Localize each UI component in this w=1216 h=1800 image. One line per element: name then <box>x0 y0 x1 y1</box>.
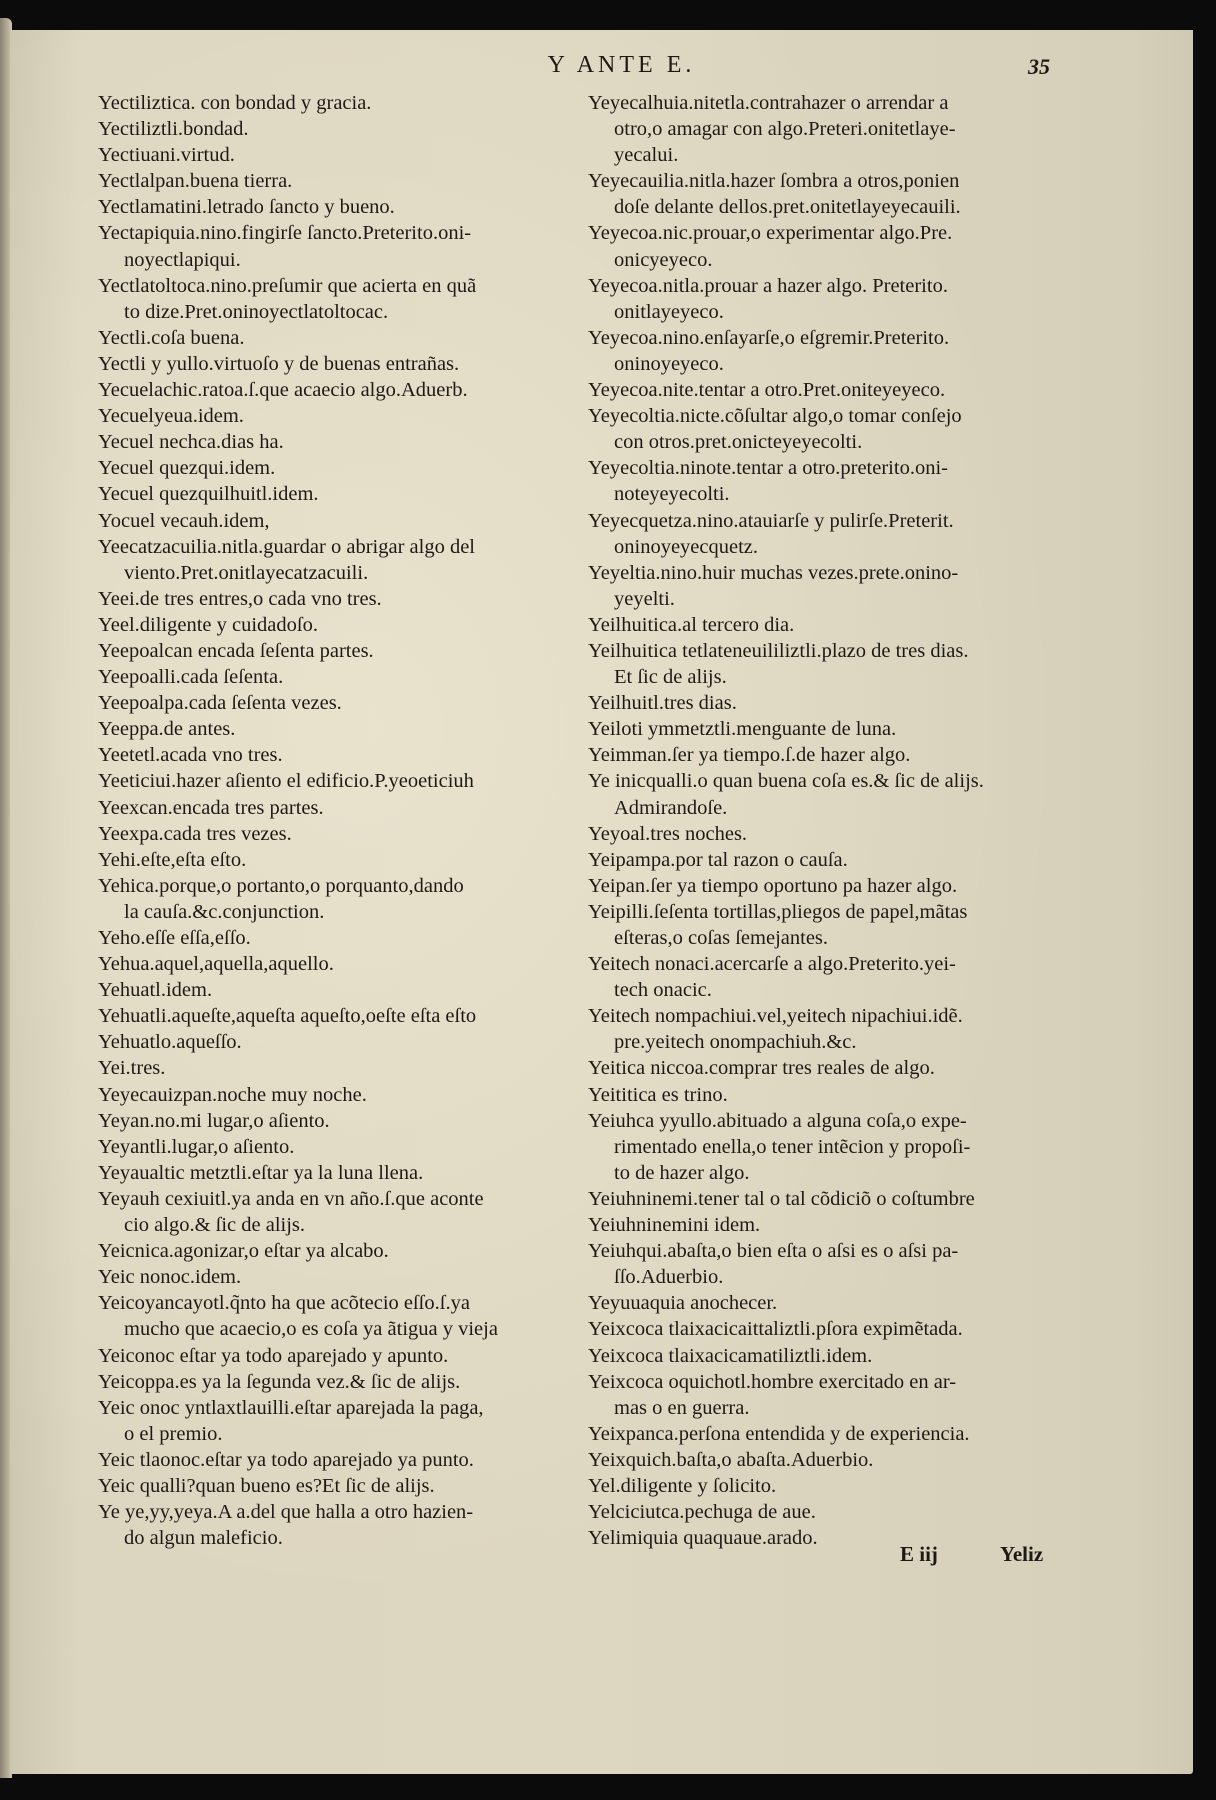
entry-continuation-line: Admirandoſe. <box>614 796 728 819</box>
entry-continuation-line: pre.yeitech onompachiuh.&c. <box>614 1031 857 1054</box>
dictionary-entry <box>98 951 588 977</box>
entry-headword-line: Yelimiquia quaquaue.arado. <box>588 1527 818 1550</box>
dictionary-entry <box>588 1238 1078 1290</box>
dictionary-entry <box>588 1108 1078 1186</box>
entry-continuation-line: rimentado enella,o tener intẽcion y propoſi- <box>614 1135 971 1158</box>
dictionary-entry <box>98 1499 588 1551</box>
entry-headword-line: Yeicnica.agonizar,o eſtar ya alcabo. <box>98 1240 389 1263</box>
entry-headword-line: Yeic nonoc.idem. <box>98 1266 242 1289</box>
dictionary-entry <box>98 142 588 168</box>
dictionary-entry <box>588 1003 1078 1055</box>
dictionary-entry <box>98 403 588 429</box>
entry-headword-line: Yeic onoc yntlaxtlauilli.eſtar aparejada la paga, <box>98 1396 484 1419</box>
entry-headword-line: Yeyecoa.nic.prouar,o experimentar algo.Pre. <box>588 222 953 245</box>
entry-headword-line: Yeyecauilia.nitla.hazer ſombra a otros,ponien <box>588 170 960 193</box>
dictionary-entry <box>98 377 588 403</box>
entry-headword-line: Yeilhuitica.al tercero dia. <box>588 613 795 636</box>
dictionary-entry <box>98 429 588 455</box>
dictionary-entry <box>588 768 1078 820</box>
dictionary-entry <box>588 1055 1078 1081</box>
entry-headword-line: Yectli.coſa buena. <box>98 326 245 349</box>
dictionary-entry <box>588 1421 1078 1447</box>
dictionary-entry <box>588 1316 1078 1342</box>
dictionary-entry <box>588 1447 1078 1473</box>
dictionary-entry <box>98 1290 588 1342</box>
entry-headword-line: Yehuatli.aqueſte,aqueſta aqueſto,oeſte eſta eſto <box>98 1005 477 1028</box>
entry-headword-line: Yeic qualli?quan bueno es?Et ſic de alijs. <box>98 1474 435 1497</box>
dictionary-entry <box>98 1108 588 1134</box>
dictionary-entry <box>588 1369 1078 1421</box>
entry-continuation-line: tech onacic. <box>614 979 712 1002</box>
dictionary-entry <box>98 638 588 664</box>
entry-headword-line: Yectiuani.virtud. <box>98 144 235 167</box>
entry-headword-line: Yecuel nechca.dias ha. <box>98 431 284 454</box>
entry-headword-line: Yeyecoa.nitla.prouar a hazer algo. Preterito. <box>588 274 948 297</box>
dictionary-entry <box>98 873 588 925</box>
entry-headword-line: Yectapiquia.nino.fingirſe ſancto.Preterito.oni- <box>98 222 472 245</box>
entry-continuation-line: eſteras,o coſas ſemejantes. <box>614 927 829 949</box>
entry-headword-line: Yehua.aquel,aquella,aquello. <box>98 953 334 976</box>
entry-headword-line: Yeixquich.baſta,o abaſta.Aduerbio. <box>588 1448 874 1471</box>
entry-continuation-line: mucho que acaecio,o es coſa ya ãtigua y vieja <box>124 1318 498 1341</box>
entry-continuation-line: onicyeyeco. <box>614 248 713 271</box>
dictionary-entry <box>98 455 588 481</box>
dictionary-entry <box>588 742 1078 768</box>
dictionary-entry <box>588 690 1078 716</box>
dictionary-entry <box>98 1160 588 1186</box>
entry-headword-line: Yeyecauizpan.noche muy noche. <box>98 1083 367 1106</box>
dictionary-entry <box>98 847 588 873</box>
dictionary-entry <box>588 716 1078 742</box>
entry-headword-line: Yeixcoca oquichotl.hombre exercitado en ar- <box>588 1370 957 1393</box>
entry-headword-line: Yeyeltia.nino.huir muchas vezes.prete.onino- <box>588 561 959 584</box>
dictionary-entry <box>588 455 1078 507</box>
entry-headword-line: Yeecatzacuilia.nitla.guardar o abrigar algo del <box>98 535 475 558</box>
dictionary-entry <box>588 1186 1078 1212</box>
entry-continuation-line: onitlayeyeco. <box>614 300 724 323</box>
book-page <box>10 30 1193 1774</box>
entry-continuation-line: yecalui. <box>614 144 679 167</box>
entry-headword-line: Yeipampa.por tal razon o cauſa. <box>588 848 848 871</box>
dictionary-entry <box>98 1082 588 1108</box>
entry-headword-line: Yocuel vecauh.idem, <box>98 509 270 532</box>
dictionary-entry <box>98 1238 588 1264</box>
dictionary-entry <box>98 220 588 272</box>
dictionary-entry <box>98 1029 588 1055</box>
dictionary-entry <box>98 821 588 847</box>
entry-headword-line: Yeilhuitica tetlateneuililiztli.plazo de tres dias. <box>588 639 969 662</box>
entry-headword-line: Yeel.diligente y cuidadoſo. <box>98 613 318 636</box>
dictionary-entry <box>98 1473 588 1499</box>
entry-headword-line: Yehuatl.idem. <box>98 979 213 1002</box>
entry-continuation-line: mas o en guerra. <box>614 1396 750 1419</box>
entry-headword-line: Yehica.porque,o portanto,o porquanto,dando <box>98 874 464 897</box>
page-number: 35 <box>1028 54 1050 79</box>
entry-headword-line: Yeititica es trino. <box>588 1083 728 1106</box>
entry-headword-line: Yeicoyancayotl.q̃nto ha que acõtecio eſſo.ſ.ya <box>98 1292 470 1315</box>
entry-headword-line: Yecuelachic.ratoa.ſ.que acaecio algo.Aduerb. <box>98 379 468 402</box>
entry-headword-line: Yecuelyeua.idem. <box>98 405 244 428</box>
entry-headword-line: Yeyecalhuia.nitetla.contrahazer o arrendar a <box>588 92 949 114</box>
dictionary-entry <box>588 1499 1078 1525</box>
entry-continuation-line: to de hazer algo. <box>614 1161 750 1184</box>
entry-headword-line: Yeicoppa.es ya la ſegunda vez.& ſic de alijs. <box>98 1370 461 1393</box>
dictionary-entry <box>98 508 588 534</box>
entry-headword-line: Yeyantli.lugar,o aſiento. <box>98 1135 295 1158</box>
dictionary-entry <box>588 1343 1078 1369</box>
dictionary-entry <box>98 795 588 821</box>
entry-headword-line: Yeyecoa.nino.enſayarſe,o eſgremir.Preterito. <box>588 326 950 349</box>
dictionary-entry <box>588 273 1078 325</box>
entry-continuation-line: noyectlapiqui. <box>124 248 241 271</box>
entry-headword-line: Yeiconoc eſtar ya todo aparejado y apunto. <box>98 1344 449 1367</box>
entry-headword-line: Yei.tres. <box>98 1057 166 1080</box>
dictionary-entry <box>98 481 588 507</box>
entry-headword-line: Yeiuhqui.abaſta,o bien eſta o aſsi es o aſsi pa- <box>588 1240 959 1263</box>
entry-headword-line: Yeyecoltia.nicte.cõſultar algo,o tomar conſejo <box>588 405 962 428</box>
entry-headword-line: Yeepoalcan encada ſeſenta partes. <box>98 639 374 662</box>
dictionary-entry <box>98 768 588 794</box>
entry-headword-line: Yeepoalpa.cada ſeſenta vezes. <box>98 692 342 715</box>
entry-headword-line: Yecuel quezquilhuitl.idem. <box>98 483 319 506</box>
dictionary-entry <box>588 612 1078 638</box>
dictionary-entry <box>588 847 1078 873</box>
entry-headword-line: Yeitech nompachiui.vel,yeitech nipachiui.idẽ. <box>588 1005 963 1028</box>
entry-continuation-line: to dize.Pret.oninoyectlatoltocac. <box>124 300 389 323</box>
entry-continuation-line: cio algo.& ſic de alijs. <box>124 1214 306 1237</box>
dictionary-entry <box>98 977 588 1003</box>
dictionary-entry <box>588 403 1078 455</box>
entry-headword-line: Yeei.de tres entres,o cada vno tres. <box>98 587 382 610</box>
dictionary-entry <box>98 664 588 690</box>
dictionary-entry <box>98 1447 588 1473</box>
entry-headword-line: Yeipan.ſer ya tiempo oportuno pa hazer algo. <box>588 874 958 897</box>
entry-headword-line: Yehi.eſte,eſta eſto. <box>98 848 247 871</box>
dictionary-entry <box>98 612 588 638</box>
entry-continuation-line: do algun maleficio. <box>124 1527 283 1550</box>
dictionary-entry <box>98 1369 588 1395</box>
dictionary-entry <box>588 325 1078 377</box>
entry-continuation-line: otro,o amagar con algo.Preteri.onitetlaye- <box>614 118 956 141</box>
dictionary-entry <box>98 90 588 116</box>
entry-headword-line: Yeixcoca tlaixacicaittaliztli.pſora expimẽtada. <box>588 1318 963 1341</box>
entry-headword-line: Yeiloti ymmetztli.menguante de luna. <box>588 718 897 741</box>
dictionary-entry <box>98 690 588 716</box>
dictionary-entry <box>98 194 588 220</box>
entry-headword-line: Yeyecquetza.nino.atauiarſe y pulirſe.Preterit. <box>588 509 954 532</box>
dictionary-entry <box>98 925 588 951</box>
dictionary-entry <box>98 1343 588 1369</box>
entry-headword-line: Yectlatoltoca.nino.preſumir que acierta en quã <box>98 274 477 297</box>
entry-headword-line: Yeixcoca tlaixacicamatiliztli.idem. <box>588 1344 873 1367</box>
dictionary-entry <box>588 508 1078 560</box>
entry-headword-line: Yeexpa.cada tres vezes. <box>98 822 292 845</box>
dictionary-entry <box>588 1212 1078 1238</box>
entry-headword-line: Ye inicqualli.o quan buena coſa es.& ſic de alijs. <box>588 770 984 793</box>
entry-headword-line: Yeic tlaonoc.eſtar ya todo aparejado ya punto. <box>98 1448 474 1471</box>
dictionary-entry <box>98 168 588 194</box>
entry-headword-line: Yeiuhninemini idem. <box>588 1214 761 1237</box>
signature-mark: E iij <box>900 1542 938 1566</box>
entry-headword-line: Yeyuuaquia anochecer. <box>588 1292 778 1315</box>
entry-continuation-line: doſe delante dellos.pret.onitetlayeyecauili. <box>614 196 961 219</box>
entry-headword-line: Yectiliztica. con bondad y gracia. <box>98 92 372 114</box>
entry-headword-line: Ye ye,yy,yeya.A a.del que halla a otro hazien- <box>98 1501 474 1524</box>
dictionary-entry <box>588 90 1078 168</box>
entry-headword-line: Yectlalpan.buena tierra. <box>98 170 293 193</box>
entry-headword-line: Yel.diligente y ſolicito. <box>588 1474 777 1497</box>
dictionary-entry <box>98 116 588 142</box>
dictionary-entry <box>98 742 588 768</box>
entry-headword-line: Yeimman.ſer ya tiempo.ſ.de hazer algo. <box>588 744 911 767</box>
entry-headword-line: Yeitech nonaci.acercarſe a algo.Preterito.yei- <box>588 953 956 976</box>
dictionary-entry <box>588 873 1078 899</box>
dictionary-entry <box>588 821 1078 847</box>
entry-headword-line: Yeiuhninemi.tener tal o tal cõdiciõ o coſtumbre <box>588 1187 975 1210</box>
entry-headword-line: Yeepoalli.cada ſeſenta. <box>98 666 284 689</box>
dictionary-entry <box>588 1082 1078 1108</box>
entry-continuation-line: ſſo.Aduerbio. <box>614 1266 724 1289</box>
entry-headword-line: Yeyauh cexiuitl.ya anda en vn año.ſ.que aconte <box>98 1187 484 1210</box>
dictionary-entry <box>98 1134 588 1160</box>
right-column <box>588 90 1078 1551</box>
entry-headword-line: Yeexcan.encada tres partes. <box>98 796 324 819</box>
dictionary-entry <box>98 273 588 325</box>
dictionary-entry <box>98 716 588 742</box>
dictionary-entry <box>98 1395 588 1447</box>
dictionary-entry <box>588 168 1078 220</box>
entry-headword-line: Yelciciutca.pechuga de aue. <box>588 1501 816 1524</box>
entry-headword-line: Yehuatlo.aqueſſo. <box>98 1031 242 1054</box>
dictionary-entry <box>98 351 588 377</box>
entry-headword-line: Yeyecoa.nite.tentar a otro.Pret.oniteyeyeco. <box>588 379 946 402</box>
dictionary-entry <box>98 586 588 612</box>
dictionary-entry <box>588 1290 1078 1316</box>
entry-headword-line: Yeixpanca.perſona entendida y de experiencia. <box>588 1422 970 1445</box>
dictionary-entry <box>98 1264 588 1290</box>
entry-continuation-line: con otros.pret.onicteyeyecolti. <box>614 431 863 454</box>
entry-headword-line: Yectiliztli.bondad. <box>98 118 249 141</box>
dictionary-entry <box>98 1003 588 1029</box>
entry-continuation-line: noteyeyecolti. <box>614 483 730 506</box>
entry-continuation-line: o el premio. <box>124 1422 223 1445</box>
dictionary-entry <box>588 899 1078 951</box>
dictionary-entry <box>588 220 1078 272</box>
running-head: Y ANTE E. <box>547 52 696 78</box>
entry-headword-line: Yeeticiui.hazer aſiento el edificio.P.yeoeticiuh <box>98 770 474 793</box>
dictionary-entry <box>588 1473 1078 1499</box>
entry-continuation-line: la cauſa.&c.conjunction. <box>124 900 325 923</box>
entry-headword-line: Yeyecoltia.ninote.tentar a otro.preterito.oni- <box>588 457 948 480</box>
entry-headword-line: Yeyoal.tres noches. <box>588 822 748 845</box>
entry-continuation-line: oninoyeyeco. <box>614 352 724 375</box>
entry-continuation-line: Et ſic de alijs. <box>614 666 727 689</box>
entry-headword-line: Yeilhuitl.tres dias. <box>588 692 737 715</box>
entry-headword-line: Yeyaualtic metztli.eſtar ya la luna llena. <box>98 1161 424 1184</box>
dictionary-entry <box>98 1055 588 1081</box>
entry-continuation-line: oninoyeyecquetz. <box>614 535 759 558</box>
dictionary-entry <box>588 377 1078 403</box>
dictionary-entry <box>98 1186 588 1238</box>
entry-continuation-line: yeyelti. <box>614 587 675 610</box>
entry-continuation-line: viento.Pret.onitlayecatzacuili. <box>124 561 369 584</box>
entry-headword-line: Yeeppa.de antes. <box>98 718 236 741</box>
entry-headword-line: Yecuel quezqui.idem. <box>98 457 276 480</box>
entry-headword-line: Yeho.eſſe eſſa,eſſo. <box>98 927 251 949</box>
entry-headword-line: Yeitica niccoa.comprar tres reales de algo. <box>588 1057 935 1080</box>
entry-headword-line: Yeipilli.ſeſenta tortillas,pliegos de papel,mãtas <box>588 900 968 923</box>
entry-headword-line: Yeiuhca yyullo.abituado a alguna coſa,o expe- <box>588 1109 967 1132</box>
dictionary-entry <box>588 951 1078 1003</box>
dictionary-entry <box>588 638 1078 690</box>
dictionary-entry <box>98 534 588 586</box>
catchword: Yeliz <box>1000 1542 1044 1566</box>
entry-headword-line: Yectlamatini.letrado ſancto y bueno. <box>98 196 395 219</box>
entry-headword-line: Yeetetl.acada vno tres. <box>98 744 283 767</box>
entry-headword-line: Yeyan.no.mi lugar,o aſiento. <box>98 1109 330 1132</box>
dictionary-entry <box>588 560 1078 612</box>
entry-headword-line: Yectli y yullo.virtuoſo y de buenas entrañas. <box>98 352 460 375</box>
left-column <box>98 90 588 1551</box>
dictionary-entry <box>98 325 588 351</box>
